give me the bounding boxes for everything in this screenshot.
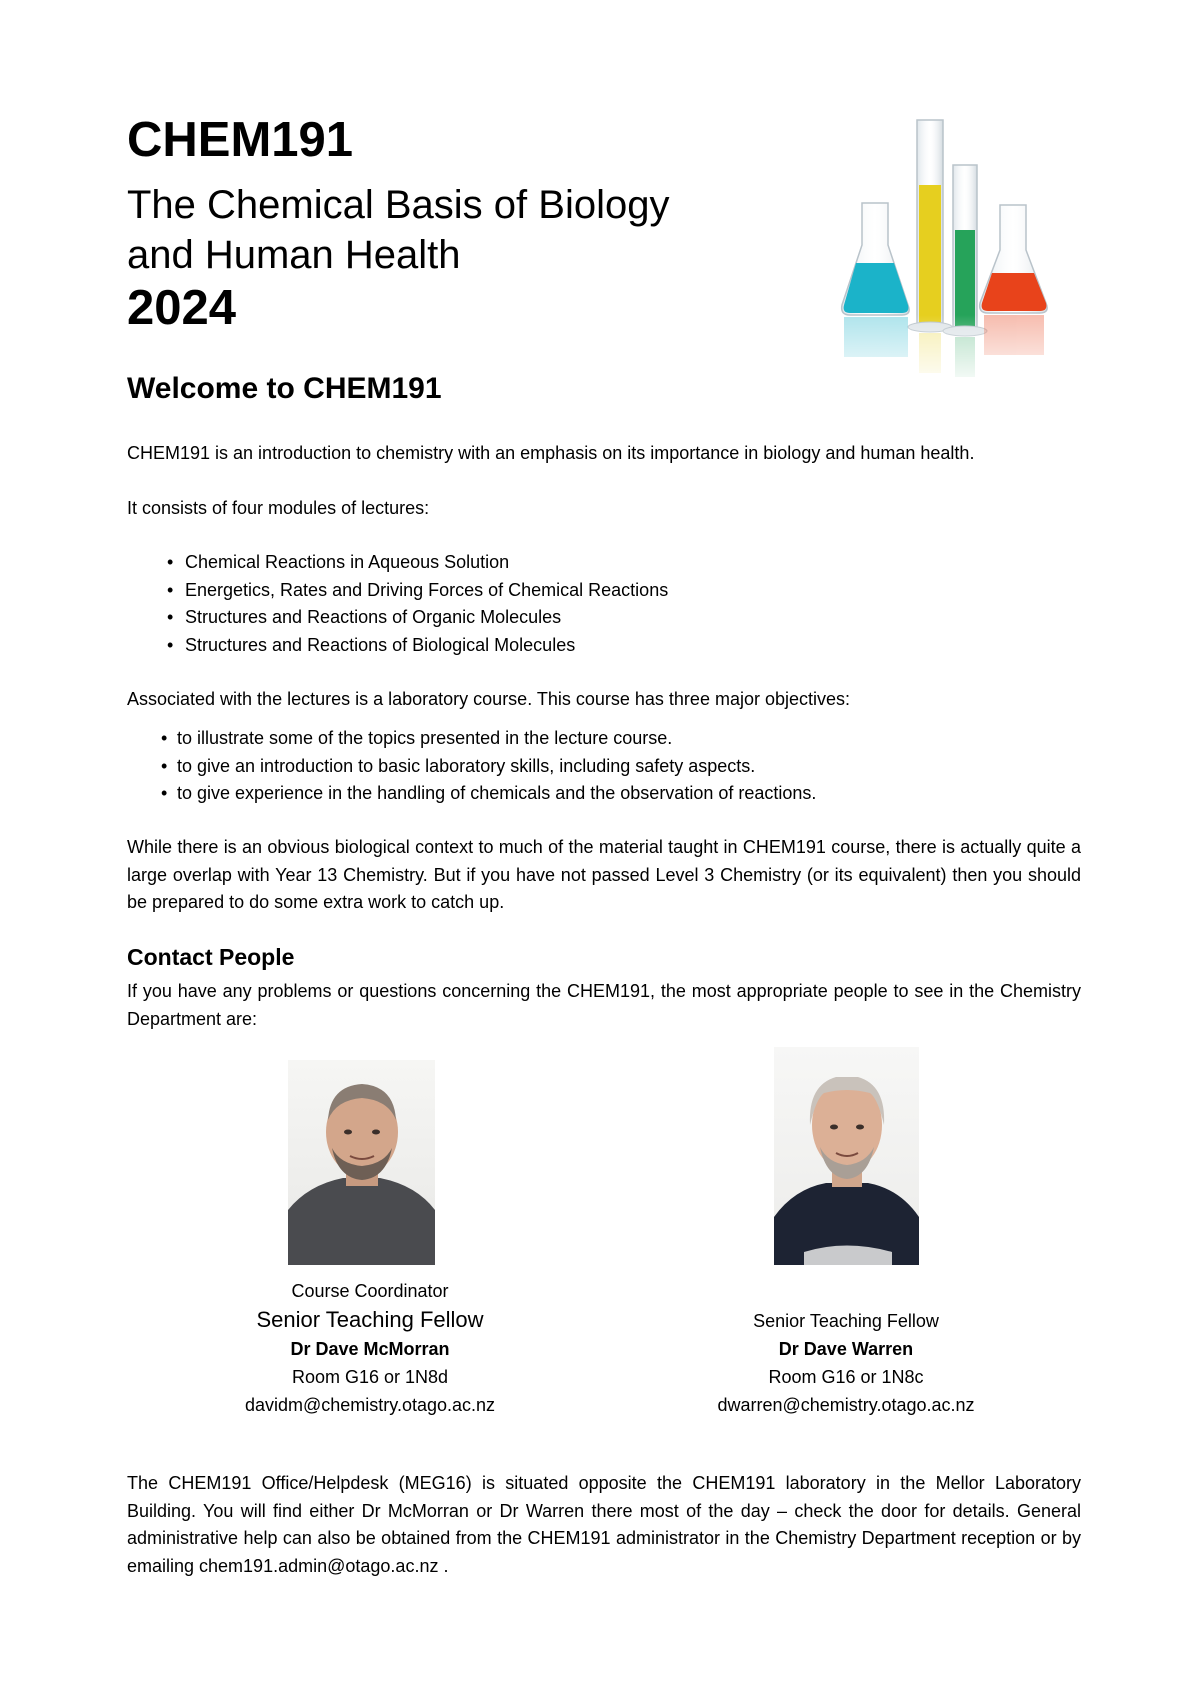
contact-room: Room G16 or 1N8d	[291, 1367, 449, 1387]
modules-list	[167, 549, 668, 659]
contact-role: Senior Teaching Fellow	[753, 1311, 939, 1331]
contact-card-coordinator	[210, 1277, 530, 1419]
course-year: 2024	[127, 281, 237, 335]
overlap-paragraph: While there is an obvious biological context to much of the material taught in CHEM191 course, there is actually quite a large overlap with Year 13 Chemistry. But if you have not passed Level 3 Chemistry (or its equivalent) then you should be prepared to do some extra work to catch up.	[127, 837, 1081, 912]
contact-role: Senior Teaching Fellow	[256, 1307, 484, 1332]
course-title	[127, 180, 767, 280]
list-item: • Chemical Reactions in Aqueous Solution	[167, 549, 668, 577]
coordinator-photo	[288, 1060, 435, 1265]
course-title-line-2: and Human Health	[127, 233, 461, 277]
contact-name: Dr Dave McMorran	[290, 1339, 450, 1359]
course-title-line-1: The Chemical Basis of Biology	[127, 183, 670, 227]
contact-email[interactable]: dwarren@chemistry.otago.ac.nz	[717, 1395, 975, 1415]
list-item: • Structures and Reactions of Organic Molecules	[167, 604, 668, 632]
list-item: • to give an introduction to basic laboratory skills, including safety aspects.	[161, 753, 816, 781]
lab-glassware-image	[840, 115, 1060, 390]
lab-intro: Associated with the lectures is a laboratory course. This course has three major objectives:	[127, 689, 851, 709]
list-item: • to illustrate some of the topics presented in the lecture course.	[161, 725, 816, 753]
welcome-heading: Welcome to CHEM191	[127, 372, 442, 405]
intro-paragraph: CHEM191 is an introduction to chemistry with an emphasis on its importance in biology and human health.	[127, 443, 975, 463]
contact-email[interactable]: davidm@chemistry.otago.ac.nz	[244, 1395, 496, 1415]
list-item: • Structures and Reactions of Biological Molecules	[167, 632, 668, 660]
contact-room: Room G16 or 1N8c	[768, 1367, 924, 1387]
office-paragraph: The CHEM191 Office/Helpdesk (MEG16) is situated opposite the CHEM191 laboratory in the Mellor Laboratory Building. You will find either Dr McMorran or Dr Warren there most of the day – check the door for details. General administrative help can also be obtained from the CHEM191 administrator in the Chemistry Department reception or by emailing chem191.admin@otago.ac.nz .	[127, 1473, 1081, 1576]
list-item: • to give experience in the handling of chemicals and the observation of reactions.	[161, 780, 816, 808]
contact-role-top: Course Coordinator	[291, 1281, 449, 1301]
contact-heading: Contact People	[127, 944, 295, 970]
contact-intro: If you have any problems or questions concerning the CHEM191, the most appropriate people to see in the Chemistry Department are:	[127, 981, 1081, 1029]
contact-card-fellow	[676, 1307, 1016, 1419]
list-item: • Energetics, Rates and Driving Forces of Chemical Reactions	[167, 577, 668, 605]
contact-name: Dr Dave Warren	[778, 1339, 914, 1359]
course-code: CHEM191	[127, 113, 354, 167]
modules-intro: It consists of four modules of lectures:	[127, 498, 430, 518]
objectives-list	[161, 725, 816, 808]
fellow-photo	[774, 1047, 919, 1265]
